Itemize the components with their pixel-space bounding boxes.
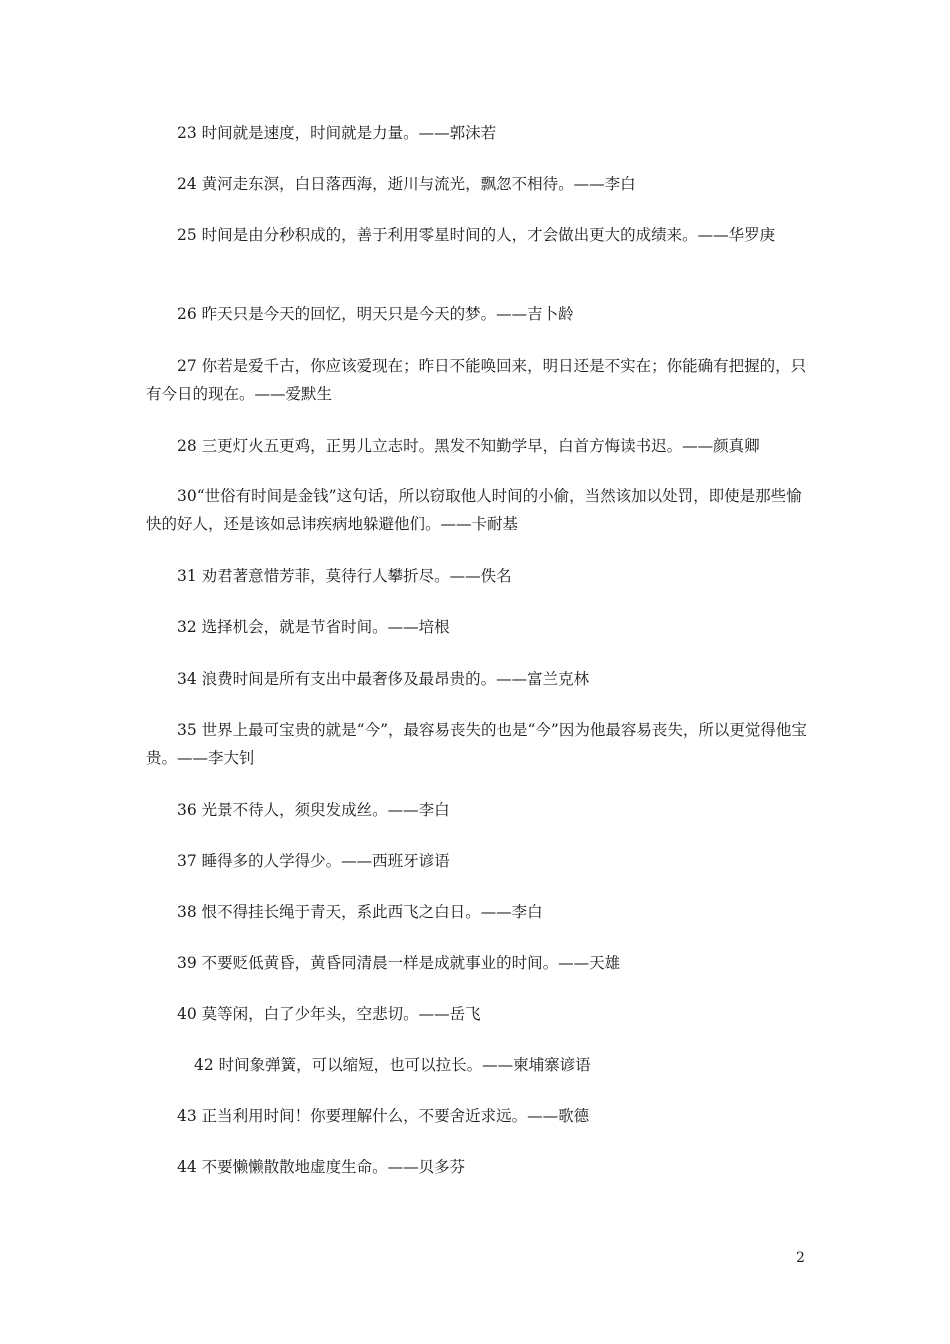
quote-32: 32 选择机会，就是节省时间。——培根 bbox=[177, 618, 450, 636]
quote-24: 24 黄河走东溟，白日落西海，逝川与流光，飘忽不相待。——李白 bbox=[177, 175, 636, 193]
quote-38: 38 恨不得挂长绳于青天，系此西飞之白日。——李白 bbox=[177, 903, 543, 921]
quote-30: 30“世俗有时间是金钱”这句话，所以窃取他人时间的小偷，当然该加以处罚，即使是那些愉快的好人，还是该如忌讳疾病地躲避他们。——卡耐基 bbox=[146, 487, 802, 533]
quote-26: 26 昨天只是今天的回忆，明天只是今天的梦。——吉卜龄 bbox=[177, 305, 574, 323]
quote-31: 31 劝君著意惜芳菲，莫待行人攀折尽。——佚名 bbox=[177, 567, 512, 585]
quote-28: 28 三更灯火五更鸡，正男儿立志时。黑发不知勤学早，白首方悔读书迟。——颜真卿 bbox=[177, 437, 760, 455]
quote-39: 39 不要贬低黄昏，黄昏同清晨一样是成就事业的时间。——天雄 bbox=[177, 954, 621, 972]
quote-35: 35 世界上最可宝贵的就是“今”，最容易丧失的也是“今”因为他最容易丧失，所以更觉得他宝贵。——李大钊 bbox=[146, 721, 807, 767]
page-number: 2 bbox=[796, 1250, 805, 1266]
quote-25: 25 时间是由分秒积成的，善于利用零星时间的人，才会做出更大的成绩来。——华罗庚 bbox=[177, 226, 776, 244]
quote-44: 44 不要懒懒散散地虚度生命。——贝多芬 bbox=[177, 1158, 466, 1176]
quote-43: 43 正当利用时间！你要理解什么，不要舍近求远。——歌德 bbox=[177, 1107, 590, 1125]
quote-37: 37 睡得多的人学得少。——西班牙谚语 bbox=[177, 852, 450, 870]
quote-23: 23 时间就是速度，时间就是力量。——郭沫若 bbox=[177, 124, 497, 142]
quote-42: 42 时间象弹簧，可以缩短，也可以拉长。——柬埔寨谚语 bbox=[194, 1056, 591, 1074]
quote-40: 40 莫等闲，白了少年头，空悲切。——岳飞 bbox=[177, 1005, 481, 1023]
quote-27: 27 你若是爱千古，你应该爱现在；昨日不能唤回来，明日还是不实在；你能确有把握的，只有今日的现在。——爱默生 bbox=[146, 357, 807, 403]
quote-34: 34 浪费时间是所有支出中最奢侈及最昂贵的。——富兰克林 bbox=[177, 670, 590, 688]
quote-36: 36 光景不待人，须臾发成丝。——李白 bbox=[177, 801, 450, 819]
